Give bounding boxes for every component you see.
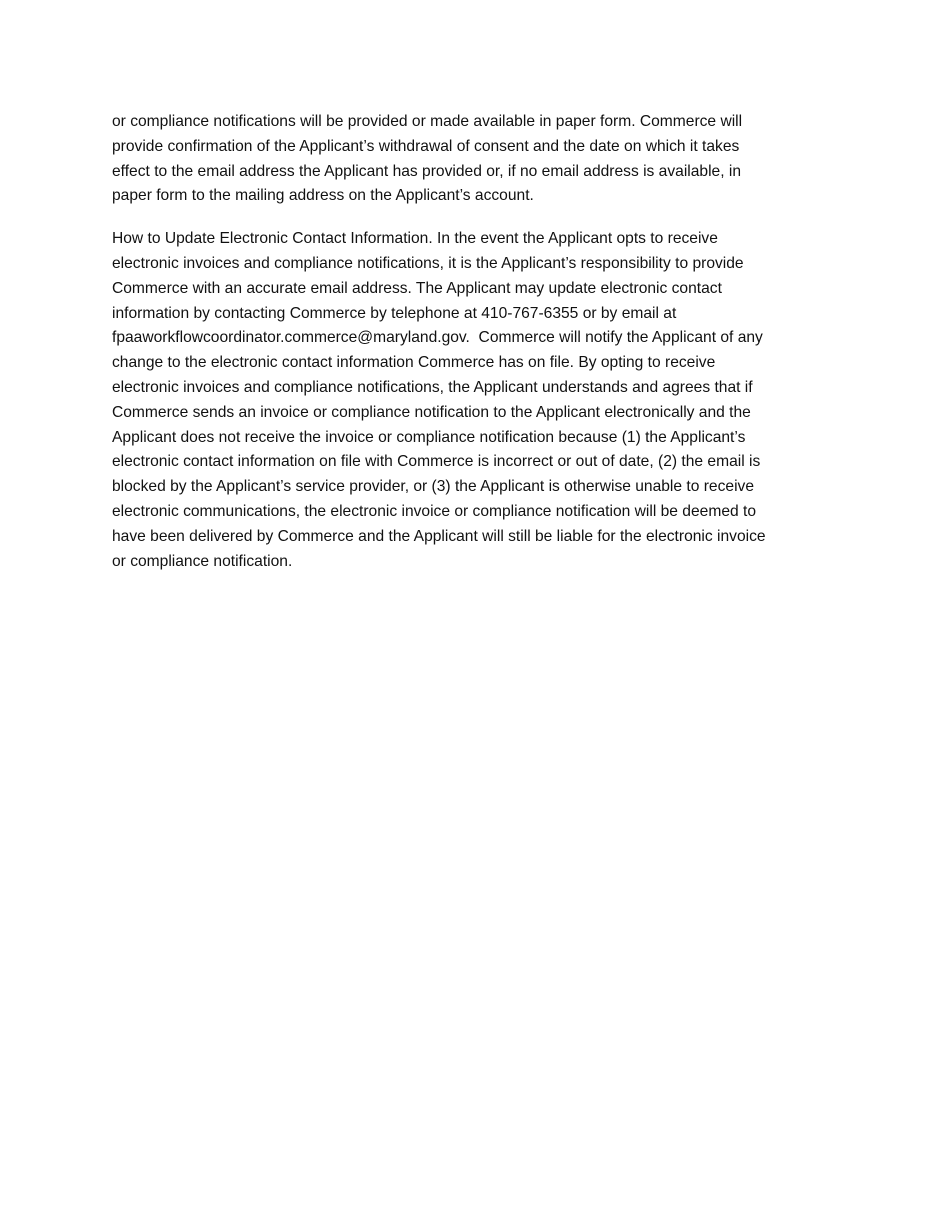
text-line: blocked by the Applicant’s service provider, or (3) the Applicant is otherwise unable to receive	[112, 478, 755, 496]
text-line: paper form to the mailing address on the Applicant’s account.	[112, 187, 534, 205]
text-line: effect to the email address the Applicant has provided or, if no email address is available, in	[112, 162, 742, 180]
text-line: have been delivered by Commerce and the Applicant will still be liable for the electronic invoice	[112, 527, 766, 545]
text-line: electronic invoices and compliance notifications, the Applicant understands and agrees that if	[112, 378, 753, 396]
text-line: or compliance notification.	[112, 552, 293, 570]
text-line: How to Update Electronic Contact Information. In the event the Applicant opts to receive	[112, 230, 718, 248]
text-line: Applicant does not receive the invoice or compliance notification because (1) the Applicant’s	[112, 428, 746, 446]
paragraph-withdrawal-confirmation	[112, 110, 844, 209]
text-line: Commerce sends an invoice or compliance notification to the Applicant electronically and the	[112, 403, 751, 421]
text-line: information by contacting Commerce by telephone at 410-767-6355 or by email at	[112, 304, 677, 322]
text-line: or compliance notifications will be provided or made available in paper form. Commerce will	[112, 113, 743, 130]
text-line: Commerce with an accurate email address. The Applicant may update electronic contact	[112, 279, 722, 297]
document-body	[112, 110, 844, 592]
text-line: electronic contact information on file with Commerce is incorrect or out of date, (2) the email is	[112, 453, 761, 471]
text-line: electronic invoices and compliance notifications, it is the Applicant’s responsibility to provide	[112, 254, 744, 272]
paragraph-update-contact-info	[112, 227, 844, 574]
text-line-with-email: fpaaworkflowcoordinator.commerce@maryland.gov. Commerce will notify the Applicant of any	[112, 329, 763, 347]
text-line: provide confirmation of the Applicant’s withdrawal of consent and the date on which it takes	[112, 137, 740, 155]
text-line: electronic communications, the electronic invoice or compliance notification will be deemed to	[112, 502, 756, 520]
text-line: change to the electronic contact information Commerce has on file. By opting to receive	[112, 354, 716, 372]
